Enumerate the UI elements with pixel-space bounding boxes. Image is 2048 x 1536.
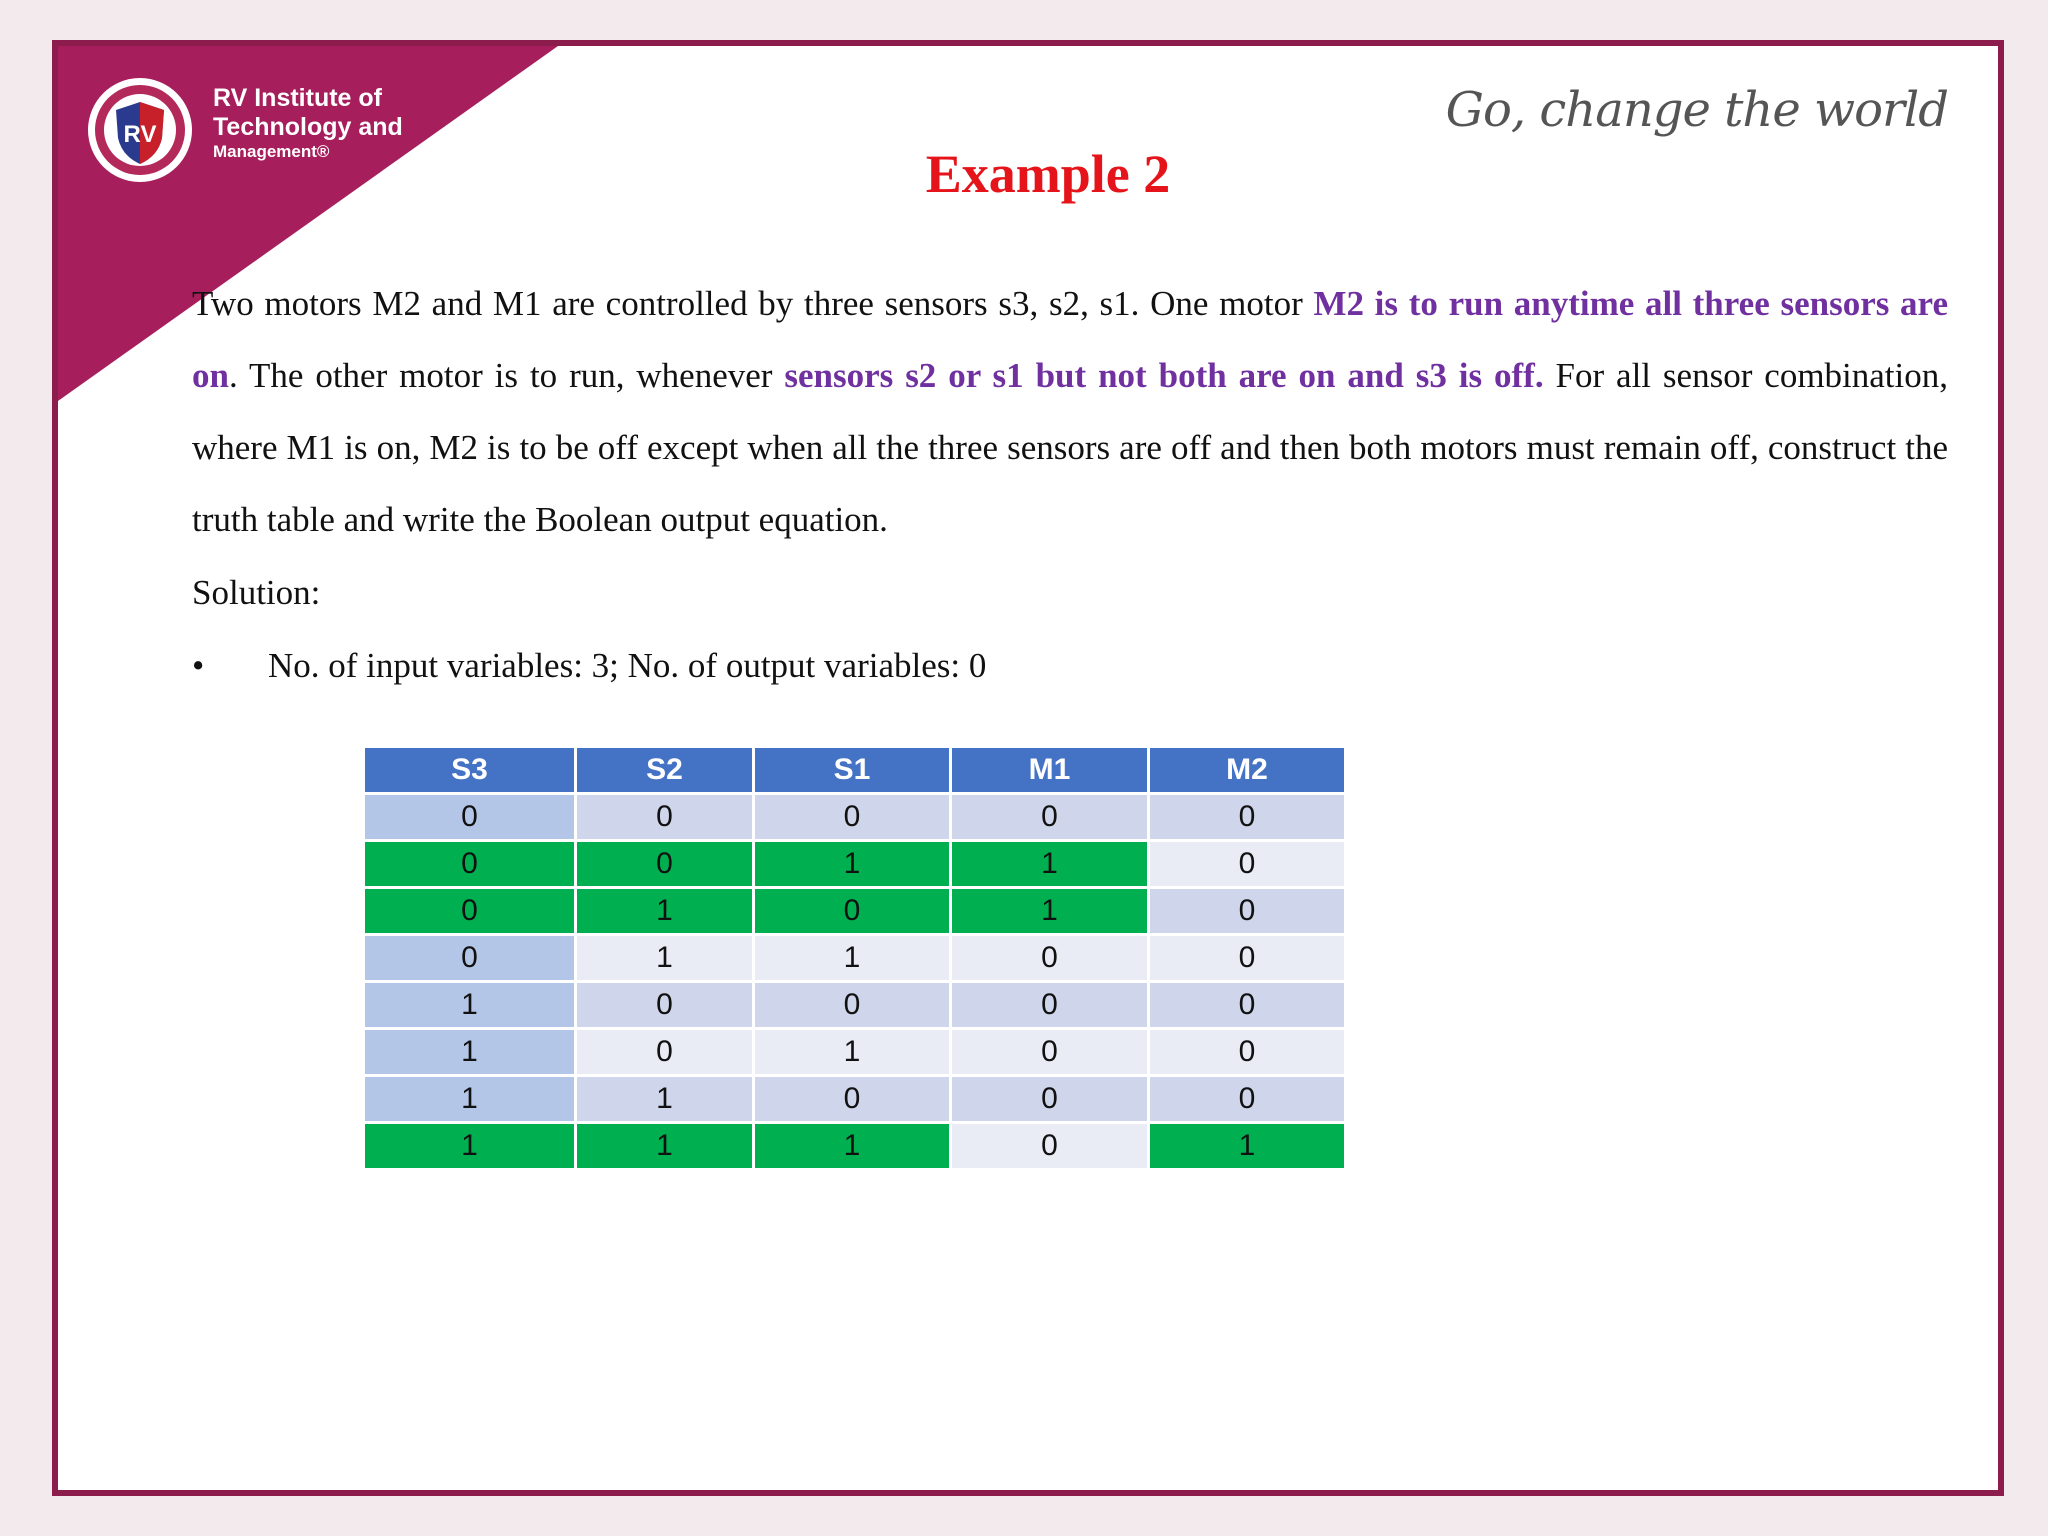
problem-highlight-1: M2 is to run anytime all three sensors are on: [192, 284, 1948, 395]
table-cell: 1: [754, 841, 951, 888]
table-row: [364, 1123, 1346, 1170]
table-cell: 0: [754, 794, 951, 841]
table-cell: 0: [951, 1029, 1149, 1076]
table-row: [364, 935, 1346, 982]
table-row: [364, 794, 1346, 841]
table-cell: 0: [951, 794, 1149, 841]
table-row: [364, 1029, 1346, 1076]
table-cell: 0: [364, 794, 576, 841]
table-cell: 0: [951, 1076, 1149, 1123]
table-cell: 0: [1149, 1029, 1346, 1076]
table-row: [364, 982, 1346, 1029]
table-cell: 0: [576, 982, 754, 1029]
table-cell: 1: [364, 1123, 576, 1170]
seal-text: RV: [123, 121, 157, 148]
problem-text-3: For all sensor combination, where M1 is on, M2 is to be off except when all the three sensors are off and then both motors must remain off, construct the truth table and write the Boolean output equation.: [192, 356, 1948, 539]
table-cell: 0: [576, 1029, 754, 1076]
institute-name-line-3: Management®: [213, 142, 330, 161]
table-cell: 0: [1149, 982, 1346, 1029]
table-cell: 0: [1149, 1076, 1346, 1123]
header-s3: S3: [364, 747, 576, 794]
table-cell: 0: [1149, 794, 1346, 841]
table-cell: 1: [364, 982, 576, 1029]
table-cell: 0: [754, 888, 951, 935]
table-cell: 1: [754, 935, 951, 982]
table-cell: 0: [754, 1076, 951, 1123]
table-cell: 0: [576, 794, 754, 841]
table-cell: 1: [364, 1076, 576, 1123]
table-cell: 1: [576, 1123, 754, 1170]
table-cell: 0: [1149, 935, 1346, 982]
table-cell: 1: [951, 841, 1149, 888]
table-cell: 0: [364, 841, 576, 888]
bullet-item: [192, 646, 986, 686]
problem-highlight-2: sensors s2 or s1 but not both are on and s3 is off.: [784, 356, 1544, 395]
table-cell: 0: [1149, 888, 1346, 935]
table-row: [364, 841, 1346, 888]
table-cell: 0: [1149, 841, 1346, 888]
table-row: [364, 1076, 1346, 1123]
problem-text-1: Two motors M2 and M1 are controlled by three sensors s3, s2, s1. One motor: [192, 284, 1314, 323]
slide-title: Example 2: [925, 144, 1171, 204]
table-cell: 0: [364, 888, 576, 935]
problem-statement: [192, 268, 1948, 556]
bullet-text: No. of input variables: 3; No. of output variables: 0: [268, 646, 987, 685]
table-cell: 0: [364, 935, 576, 982]
table-cell: 0: [754, 982, 951, 1029]
table-cell: 1: [576, 935, 754, 982]
table-cell: 1: [1149, 1123, 1346, 1170]
header-s1: S1: [754, 747, 951, 794]
institute-name-line-2: Technology and: [213, 113, 403, 141]
truth-table: [362, 745, 1347, 1171]
table-cell: 1: [364, 1029, 576, 1076]
institute-name-line-1: RV Institute of: [213, 84, 382, 112]
header-m1: M1: [951, 747, 1149, 794]
table-header-row: [364, 747, 1346, 794]
table-cell: 1: [951, 888, 1149, 935]
table-cell: 1: [754, 1123, 951, 1170]
header-m2: M2: [1149, 747, 1346, 794]
tagline: Go, change the world: [1445, 82, 1948, 138]
table-cell: 1: [754, 1029, 951, 1076]
table-cell: 0: [951, 982, 1149, 1029]
bullet-dot: •: [192, 646, 205, 685]
table-cell: 0: [951, 935, 1149, 982]
solution-label: Solution:: [192, 573, 321, 612]
table-cell: 1: [576, 1076, 754, 1123]
header-s2: S2: [576, 747, 754, 794]
table-cell: 1: [576, 888, 754, 935]
table-cell: 0: [576, 841, 754, 888]
problem-text-2: . The other motor is to run, whenever: [228, 356, 785, 395]
table-row: [364, 888, 1346, 935]
table-cell: 0: [951, 1123, 1149, 1170]
